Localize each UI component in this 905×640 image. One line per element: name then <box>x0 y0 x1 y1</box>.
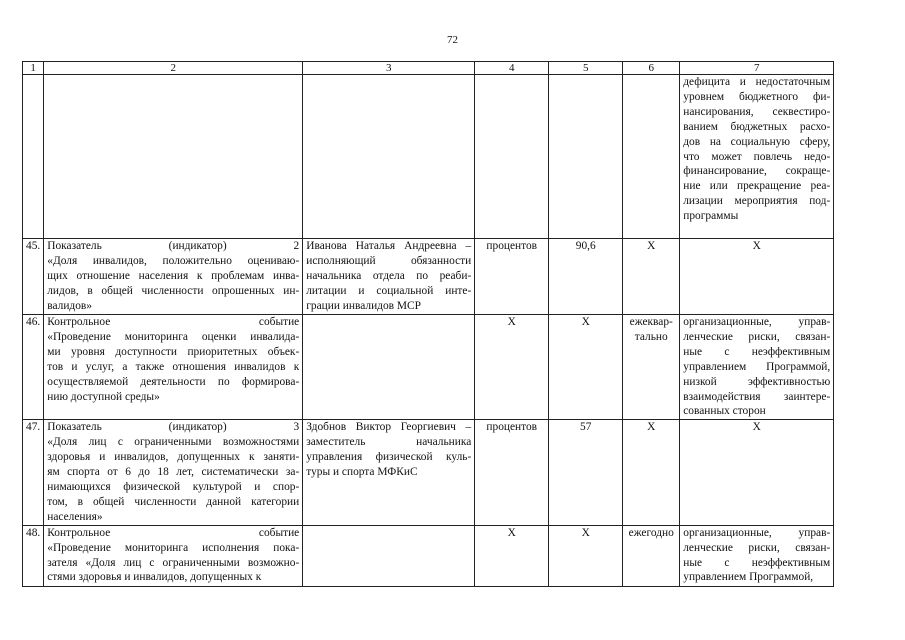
cell-text-line: тально <box>634 330 668 343</box>
header-row <box>23 62 834 75</box>
continuation-value-cell <box>549 75 623 239</box>
cell-text-line: Х <box>752 421 761 434</box>
responsible-person <box>303 525 475 586</box>
cell-text-line: уровнем бюджетного фи- <box>683 90 831 103</box>
value-cell: Х <box>549 315 623 420</box>
cell-text-line: ежеквар- <box>629 316 673 328</box>
header-cell-5: 5 <box>549 62 623 75</box>
header-cell-6: 6 <box>623 62 680 75</box>
cell-text-line: Х <box>752 240 761 252</box>
cell-text-line: Иванова Наталья Андреевна – <box>306 240 472 252</box>
cell-text-line: программы <box>683 210 739 223</box>
cell-text-line: дов на социальную сферу, <box>683 135 831 148</box>
unit-cell: Х <box>475 315 549 420</box>
period-cell: ежегодно <box>623 525 680 586</box>
continuation-num-cell <box>23 75 44 239</box>
responsible-person <box>303 315 475 420</box>
row-number: 48. <box>23 525 44 586</box>
cell-text-line: осуществляемой деятельности по формирова- <box>47 375 300 388</box>
cell-text-line: исполняющий обязанности <box>306 254 472 267</box>
cell-text-line: населения» <box>47 510 103 523</box>
page-number: 72 <box>447 34 458 46</box>
table-row <box>23 315 834 420</box>
header-cell-2: 2 <box>44 62 303 75</box>
value-cell: Х <box>549 525 623 586</box>
cell-text-line: «Проведение мониторинга оценки инвалида- <box>47 330 300 343</box>
risk-cell <box>680 239 834 315</box>
cell-text-line: ванием бюджетных расхо- <box>683 120 831 133</box>
row-number: 45. <box>23 239 44 315</box>
table-row <box>23 525 834 586</box>
value-cell: 57 <box>549 420 623 525</box>
header-cell-3: 3 <box>303 62 475 75</box>
continuation-unit-cell <box>475 75 549 239</box>
cell-text-line: финансирование, сокраще- <box>683 165 831 178</box>
cell-text-line: управлением Программой, <box>683 360 831 373</box>
risk-cell <box>680 315 834 420</box>
unit-cell: процентов <box>475 420 549 525</box>
period-cell: Х <box>623 420 680 525</box>
indicator-description <box>44 420 303 525</box>
risk-cell <box>680 525 834 586</box>
row-number: 47. <box>23 420 44 525</box>
cell-text-line: ленческие риски, связан- <box>683 541 831 554</box>
cell-text-line: управлением Программой, <box>683 571 814 584</box>
cell-text-line: стями здоровья и инвалидов, допущенных к <box>47 571 262 584</box>
table-row <box>23 420 834 525</box>
header-cell-1: 1 <box>23 62 44 75</box>
cell-text-line: организационные, управ- <box>683 316 831 328</box>
cell-text-line: организационные, управ- <box>683 526 831 539</box>
cell-text-line: тов и услуг, а также отношения инвалидов к <box>47 360 300 373</box>
unit-cell: процентов <box>475 239 549 315</box>
cell-text-line: низкой эффективностью <box>683 375 831 388</box>
period-cell: Х <box>623 239 680 315</box>
cell-text-line: взаимодействия заинтере- <box>683 390 831 403</box>
cell-text-line: нансирования, секвестиро- <box>683 105 831 118</box>
cell-text-line: ми уровня доступности приоритетных объек- <box>47 345 300 358</box>
cell-text-line: туры и спорта МФКиС <box>306 466 418 479</box>
cell-text-line: сованных сторон <box>683 405 766 418</box>
continuation-resp-cell <box>303 75 475 239</box>
cell-text-line: «Доля инвалидов, положительно оцениваю- <box>47 254 300 267</box>
indicator-description <box>44 239 303 315</box>
unit-cell: Х <box>475 525 549 586</box>
cell-text-line: ям спорта от 6 до 18 лет, систематически за- <box>47 466 300 479</box>
header-cell-7: 7 <box>680 62 834 75</box>
header-cell-4: 4 <box>475 62 549 75</box>
cell-text-line: ленческие риски, связан- <box>683 330 831 343</box>
continuation-row <box>23 75 834 239</box>
value-cell: 90,6 <box>549 239 623 315</box>
cell-text-line: Контрольное событие <box>47 526 300 539</box>
cell-text-line: управления физической куль- <box>306 451 472 464</box>
indicators-table <box>22 61 834 587</box>
cell-text-line: Показатель (индикатор) 3 <box>47 421 300 434</box>
continuation-period-cell <box>623 75 680 239</box>
continuation-desc-cell <box>44 75 303 239</box>
cell-text-line: лизации мероприятия под- <box>683 195 831 208</box>
cell-text-line: заместитель начальника <box>306 436 472 449</box>
control-event-description <box>44 525 303 586</box>
cell-text-line: щих отношение населения к проблемам инва- <box>47 269 300 282</box>
cell-text-line: «Доля лиц с ограниченными возможностями <box>47 436 300 449</box>
cell-text-line: Показатель (индикатор) 2 <box>47 240 300 252</box>
period-cell <box>623 315 680 420</box>
cell-text-line: литации и социальной инте- <box>306 284 472 297</box>
risk-cell <box>680 420 834 525</box>
table-row <box>23 239 834 315</box>
cell-text-line: Здобнов Виктор Георгиевич – <box>306 421 472 434</box>
cell-text-line: дефицита и недостаточным <box>683 76 831 88</box>
cell-text-line: что может повлечь недо- <box>683 150 831 163</box>
row-number: 46. <box>23 315 44 420</box>
cell-text-line: лидов, в общей численности опрошенных ин- <box>47 284 300 297</box>
cell-text-line: Контрольное событие <box>47 316 300 328</box>
cell-text-line: валидов» <box>47 299 92 312</box>
cell-text-line: здоровья и инвалидов, допущенных к заняти- <box>47 451 300 464</box>
continuation-risk-cell <box>680 75 834 239</box>
cell-text-line: грации инвалидов МСР <box>306 299 421 312</box>
responsible-person <box>303 420 475 525</box>
cell-text-line: нию доступной среды» <box>47 390 160 403</box>
responsible-person <box>303 239 475 315</box>
cell-text-line: ные с неэффективным <box>683 345 831 358</box>
cell-text-line: начальника отдела по реаби- <box>306 269 472 282</box>
control-event-description <box>44 315 303 420</box>
cell-text-line: «Проведение мониторинга исполнения пока- <box>47 541 300 554</box>
cell-text-line: зателя «Доля лиц с ограниченными возможно- <box>47 556 300 569</box>
cell-text-line: нимающихся физической культурой и спор- <box>47 480 300 493</box>
cell-text-line: ние или прекращение реа- <box>683 180 831 193</box>
cell-text-line: ные с неэффективным <box>683 556 831 569</box>
cell-text-line: том, в общей численности данной категории <box>47 495 300 508</box>
